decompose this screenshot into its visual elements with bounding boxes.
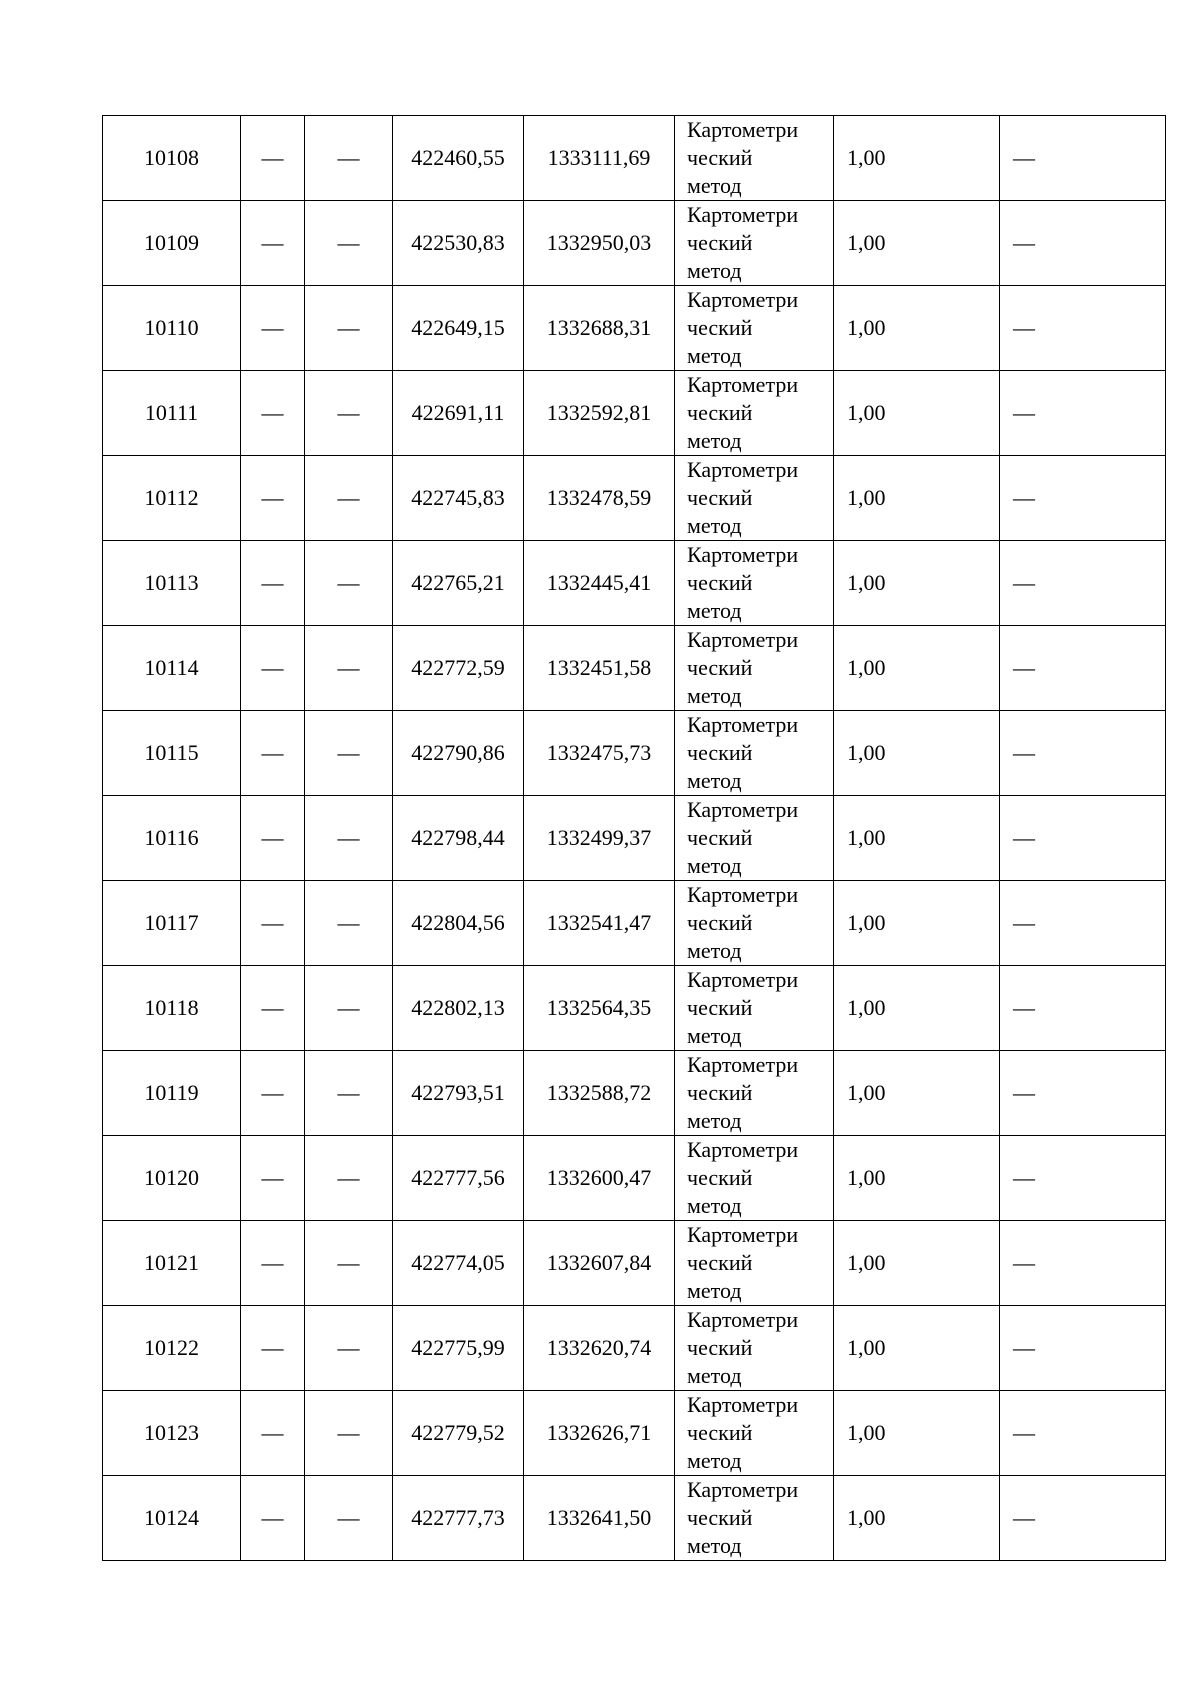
description-cell: — — [1000, 456, 1166, 541]
method-text-line: Картометри — [687, 542, 799, 567]
empty-value-cell: — — [241, 1476, 305, 1561]
method-text-line: метод — [687, 598, 742, 623]
method-text-line: Картометри — [687, 627, 799, 652]
table-row — [103, 1051, 1166, 1136]
empty-value-cell: — — [305, 881, 393, 966]
accuracy-cell: 1,00 — [834, 286, 1000, 371]
x-coordinate-cell: 422790,86 — [393, 711, 524, 796]
point-number-cell: 10120 — [103, 1136, 241, 1221]
table-row — [103, 541, 1166, 626]
point-number-cell: 10121 — [103, 1221, 241, 1306]
x-coordinate-cell: 422460,55 — [393, 116, 524, 201]
empty-value-cell: — — [305, 711, 393, 796]
x-coordinate-cell: 422774,05 — [393, 1221, 524, 1306]
description-cell: — — [1000, 966, 1166, 1051]
empty-value-cell: — — [241, 1306, 305, 1391]
y-coordinate-cell: 1332564,35 — [524, 966, 675, 1051]
method-text-line: метод — [687, 683, 742, 708]
point-number-cell: 10108 — [103, 116, 241, 201]
accuracy-cell: 1,00 — [834, 456, 1000, 541]
method-text-line: Картометри — [687, 1052, 799, 1077]
description-cell: — — [1000, 541, 1166, 626]
method-text-line: ческий — [687, 570, 753, 595]
y-coordinate-cell: 1332620,74 — [524, 1306, 675, 1391]
table-row — [103, 881, 1166, 966]
point-number-cell: 10112 — [103, 456, 241, 541]
method-text-line: Картометри — [687, 967, 799, 992]
accuracy-cell: 1,00 — [834, 1391, 1000, 1476]
y-coordinate-cell: 1332626,71 — [524, 1391, 675, 1476]
y-coordinate-cell: 1333111,69 — [524, 116, 675, 201]
method-text-line: ческий — [687, 400, 753, 425]
x-coordinate-cell: 422775,99 — [393, 1306, 524, 1391]
empty-value-cell: — — [241, 286, 305, 371]
description-cell: — — [1000, 286, 1166, 371]
description-cell: — — [1000, 1221, 1166, 1306]
table-row — [103, 371, 1166, 456]
accuracy-cell: 1,00 — [834, 541, 1000, 626]
empty-value-cell: — — [305, 1306, 393, 1391]
empty-value-cell: — — [241, 1051, 305, 1136]
point-number-cell: 10117 — [103, 881, 241, 966]
table-row — [103, 201, 1166, 286]
description-cell: — — [1000, 371, 1166, 456]
y-coordinate-cell: 1332541,47 — [524, 881, 675, 966]
description-cell: — — [1000, 116, 1166, 201]
method-text-line: метод — [687, 1023, 742, 1048]
empty-value-cell: — — [241, 966, 305, 1051]
empty-value-cell: — — [305, 1476, 393, 1561]
method-text-line: метод — [687, 938, 742, 963]
method-text-line: Картометри — [687, 1307, 799, 1332]
accuracy-cell: 1,00 — [834, 116, 1000, 201]
table-row — [103, 1306, 1166, 1391]
y-coordinate-cell: 1332592,81 — [524, 371, 675, 456]
method-cell — [675, 371, 834, 456]
accuracy-cell: 1,00 — [834, 881, 1000, 966]
point-number-cell: 10116 — [103, 796, 241, 881]
empty-value-cell: — — [241, 371, 305, 456]
point-number-cell: 10124 — [103, 1476, 241, 1561]
method-text-line: Картометри — [687, 882, 799, 907]
method-text-line: ческий — [687, 910, 753, 935]
point-number-cell: 10115 — [103, 711, 241, 796]
y-coordinate-cell: 1332475,73 — [524, 711, 675, 796]
method-text-line: метод — [687, 853, 742, 878]
method-cell — [675, 456, 834, 541]
method-cell — [675, 1476, 834, 1561]
x-coordinate-cell: 422777,73 — [393, 1476, 524, 1561]
point-number-cell: 10119 — [103, 1051, 241, 1136]
point-number-cell: 10123 — [103, 1391, 241, 1476]
method-text-line: Картометри — [687, 797, 799, 822]
table-row — [103, 1136, 1166, 1221]
method-text-line: ческий — [687, 145, 753, 170]
description-cell: — — [1000, 1476, 1166, 1561]
accuracy-cell: 1,00 — [834, 1476, 1000, 1561]
accuracy-cell: 1,00 — [834, 371, 1000, 456]
method-cell — [675, 626, 834, 711]
y-coordinate-cell: 1332478,59 — [524, 456, 675, 541]
method-cell — [675, 711, 834, 796]
empty-value-cell: — — [305, 116, 393, 201]
y-coordinate-cell: 1332588,72 — [524, 1051, 675, 1136]
method-text-line: Картометри — [687, 202, 799, 227]
method-text-line: метод — [687, 343, 742, 368]
method-text-line: Картометри — [687, 1392, 799, 1417]
method-text-line: ческий — [687, 1250, 753, 1275]
point-number-cell: 10110 — [103, 286, 241, 371]
method-cell — [675, 1221, 834, 1306]
method-text-line: ческий — [687, 740, 753, 765]
method-cell — [675, 1391, 834, 1476]
accuracy-cell: 1,00 — [834, 201, 1000, 286]
description-cell: — — [1000, 626, 1166, 711]
accuracy-cell: 1,00 — [834, 1136, 1000, 1221]
method-text-line: метод — [687, 1193, 742, 1218]
empty-value-cell: — — [241, 116, 305, 201]
method-cell — [675, 1306, 834, 1391]
table-row — [103, 1221, 1166, 1306]
method-text-line: Картометри — [687, 1477, 799, 1502]
empty-value-cell: — — [305, 286, 393, 371]
description-cell: — — [1000, 1136, 1166, 1221]
x-coordinate-cell: 422793,51 — [393, 1051, 524, 1136]
method-cell — [675, 796, 834, 881]
method-text-line: ческий — [687, 825, 753, 850]
method-text-line: Картометри — [687, 712, 799, 737]
table-row — [103, 456, 1166, 541]
method-text-line: ческий — [687, 1505, 753, 1530]
method-cell — [675, 541, 834, 626]
empty-value-cell: — — [305, 796, 393, 881]
point-number-cell: 10114 — [103, 626, 241, 711]
method-cell — [675, 1136, 834, 1221]
y-coordinate-cell: 1332688,31 — [524, 286, 675, 371]
accuracy-cell: 1,00 — [834, 1221, 1000, 1306]
method-text-line: ческий — [687, 485, 753, 510]
method-text-line: метод — [687, 1448, 742, 1473]
method-cell — [675, 201, 834, 286]
method-text-line: ческий — [687, 655, 753, 680]
empty-value-cell: — — [305, 456, 393, 541]
table-row — [103, 116, 1166, 201]
point-number-cell: 10113 — [103, 541, 241, 626]
description-cell: — — [1000, 711, 1166, 796]
y-coordinate-cell: 1332451,58 — [524, 626, 675, 711]
x-coordinate-cell: 422777,56 — [393, 1136, 524, 1221]
table-body — [103, 116, 1166, 1561]
method-text-line: метод — [687, 1108, 742, 1133]
description-cell: — — [1000, 1306, 1166, 1391]
empty-value-cell: — — [305, 201, 393, 286]
empty-value-cell: — — [241, 1391, 305, 1476]
point-number-cell: 10118 — [103, 966, 241, 1051]
accuracy-cell: 1,00 — [834, 1051, 1000, 1136]
method-text-line: Картометри — [687, 117, 799, 142]
table-row — [103, 1391, 1166, 1476]
method-text-line: метод — [687, 1363, 742, 1388]
method-text-line: Картометри — [687, 1222, 799, 1247]
empty-value-cell: — — [305, 966, 393, 1051]
point-number-cell: 10111 — [103, 371, 241, 456]
method-text-line: Картометри — [687, 1137, 799, 1162]
empty-value-cell: — — [305, 1391, 393, 1476]
x-coordinate-cell: 422765,21 — [393, 541, 524, 626]
x-coordinate-cell: 422530,83 — [393, 201, 524, 286]
y-coordinate-cell: 1332950,03 — [524, 201, 675, 286]
method-text-line: метод — [687, 428, 742, 453]
x-coordinate-cell: 422804,56 — [393, 881, 524, 966]
method-text-line: метод — [687, 768, 742, 793]
accuracy-cell: 1,00 — [834, 796, 1000, 881]
accuracy-cell: 1,00 — [834, 1306, 1000, 1391]
method-text-line: ческий — [687, 995, 753, 1020]
empty-value-cell: — — [241, 881, 305, 966]
point-number-cell: 10109 — [103, 201, 241, 286]
description-cell: — — [1000, 796, 1166, 881]
empty-value-cell: — — [305, 1221, 393, 1306]
method-text-line: ческий — [687, 230, 753, 255]
y-coordinate-cell: 1332607,84 — [524, 1221, 675, 1306]
empty-value-cell: — — [241, 1136, 305, 1221]
method-text-line: метод — [687, 173, 742, 198]
x-coordinate-cell: 422649,15 — [393, 286, 524, 371]
method-cell — [675, 116, 834, 201]
method-text-line: ческий — [687, 1420, 753, 1445]
description-cell: — — [1000, 201, 1166, 286]
empty-value-cell: — — [305, 1136, 393, 1221]
method-text-line: метод — [687, 513, 742, 538]
coordinates-table — [102, 115, 1166, 1561]
table-row — [103, 626, 1166, 711]
x-coordinate-cell: 422798,44 — [393, 796, 524, 881]
method-text-line: Картометри — [687, 457, 799, 482]
method-text-line: ческий — [687, 1335, 753, 1360]
empty-value-cell: — — [241, 201, 305, 286]
method-cell — [675, 286, 834, 371]
method-text-line: ческий — [687, 315, 753, 340]
x-coordinate-cell: 422772,59 — [393, 626, 524, 711]
accuracy-cell: 1,00 — [834, 626, 1000, 711]
method-text-line: Картометри — [687, 372, 799, 397]
accuracy-cell: 1,00 — [834, 966, 1000, 1051]
method-text-line: ческий — [687, 1165, 753, 1190]
empty-value-cell: — — [305, 541, 393, 626]
description-cell: — — [1000, 881, 1166, 966]
table-row — [103, 966, 1166, 1051]
empty-value-cell: — — [241, 456, 305, 541]
y-coordinate-cell: 1332445,41 — [524, 541, 675, 626]
y-coordinate-cell: 1332499,37 — [524, 796, 675, 881]
method-text-line: Картометри — [687, 287, 799, 312]
method-text-line: метод — [687, 1278, 742, 1303]
method-text-line: метод — [687, 1533, 742, 1558]
point-number-cell: 10122 — [103, 1306, 241, 1391]
table-row — [103, 796, 1166, 881]
table-row — [103, 711, 1166, 796]
description-cell: — — [1000, 1391, 1166, 1476]
table-row — [103, 286, 1166, 371]
y-coordinate-cell: 1332641,50 — [524, 1476, 675, 1561]
table-row — [103, 1476, 1166, 1561]
x-coordinate-cell: 422802,13 — [393, 966, 524, 1051]
accuracy-cell: 1,00 — [834, 711, 1000, 796]
method-text-line: ческий — [687, 1080, 753, 1105]
method-cell — [675, 881, 834, 966]
y-coordinate-cell: 1332600,47 — [524, 1136, 675, 1221]
empty-value-cell: — — [305, 371, 393, 456]
x-coordinate-cell: 422745,83 — [393, 456, 524, 541]
empty-value-cell: — — [241, 711, 305, 796]
empty-value-cell: — — [305, 626, 393, 711]
empty-value-cell: — — [241, 541, 305, 626]
empty-value-cell: — — [305, 1051, 393, 1136]
x-coordinate-cell: 422691,11 — [393, 371, 524, 456]
x-coordinate-cell: 422779,52 — [393, 1391, 524, 1476]
description-cell: — — [1000, 1051, 1166, 1136]
empty-value-cell: — — [241, 1221, 305, 1306]
empty-value-cell: — — [241, 626, 305, 711]
method-cell — [675, 966, 834, 1051]
empty-value-cell: — — [241, 796, 305, 881]
method-cell — [675, 1051, 834, 1136]
method-text-line: метод — [687, 258, 742, 283]
